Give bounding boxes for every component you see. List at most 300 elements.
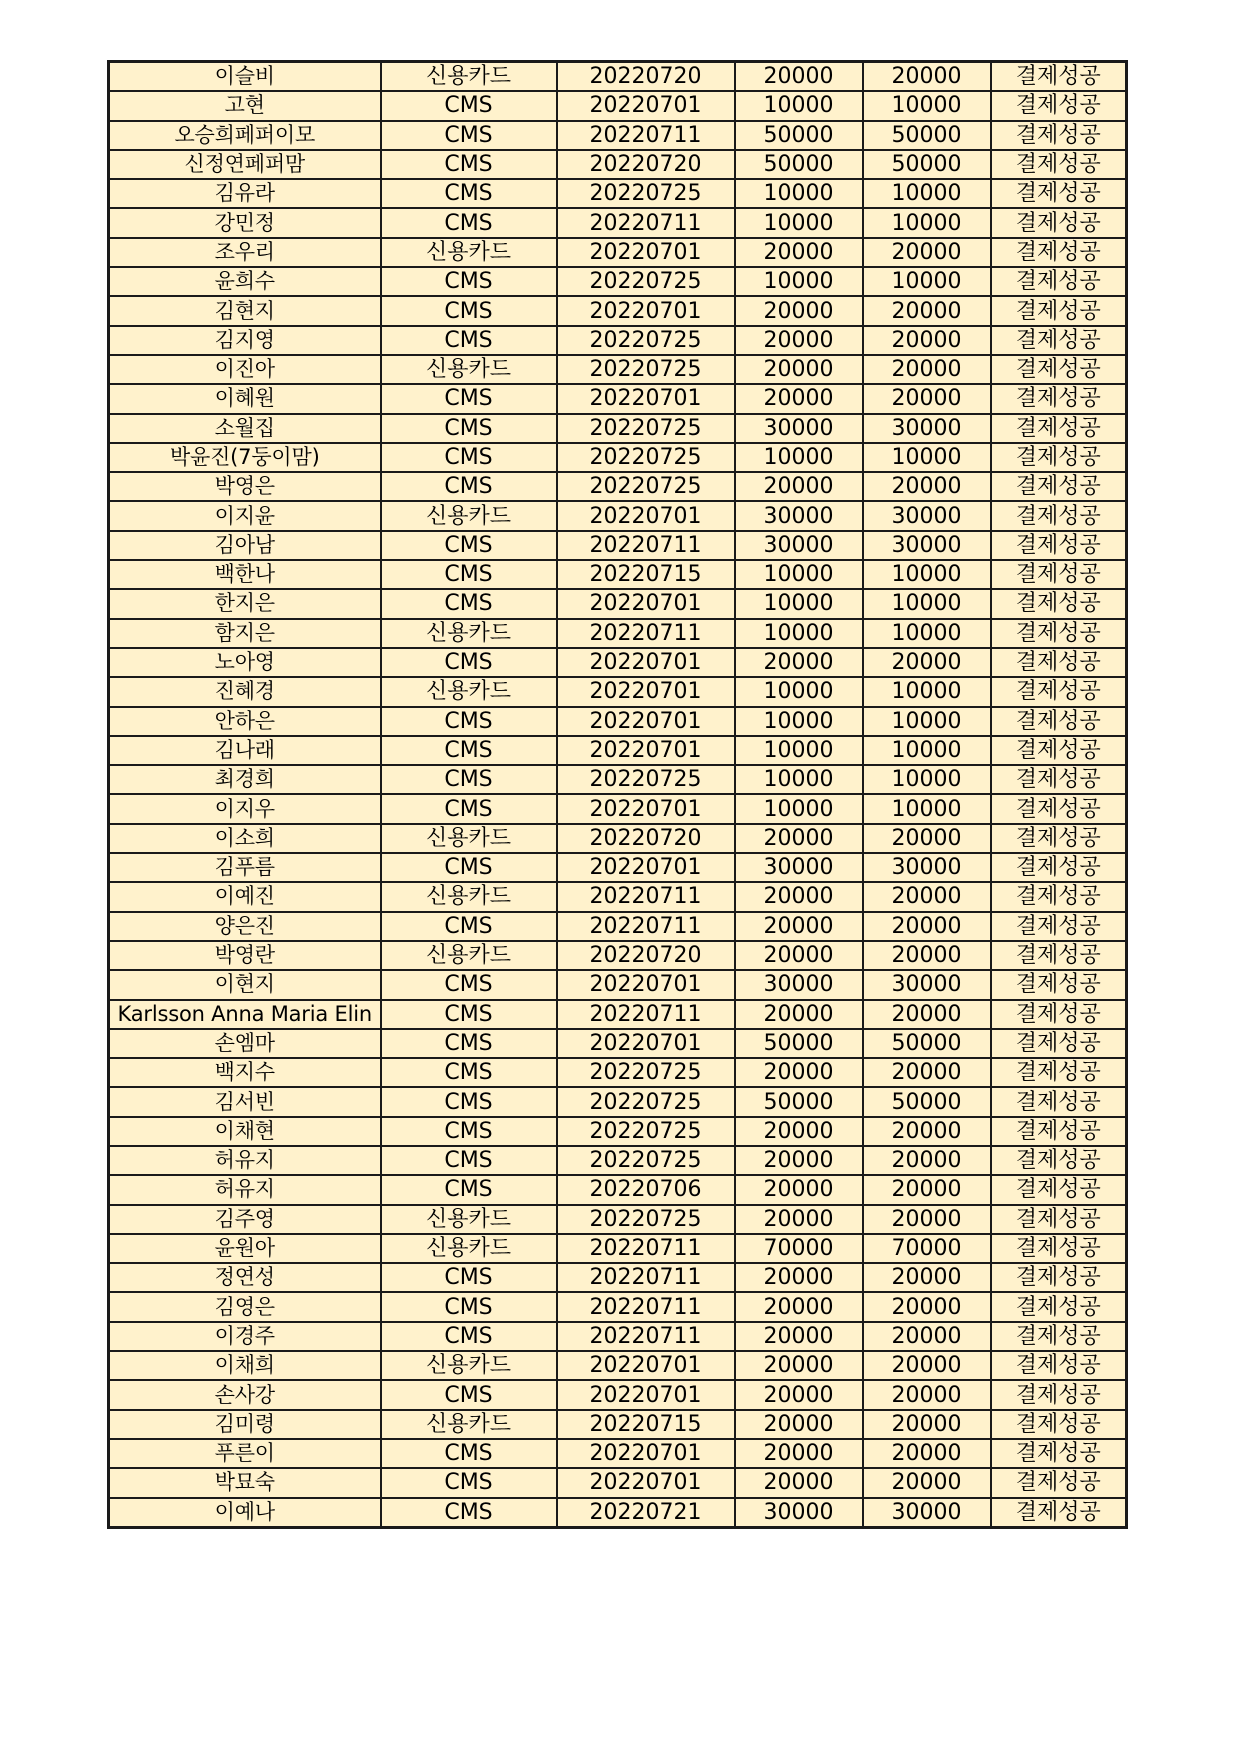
- payment-date-cell: 20220715: [557, 1410, 735, 1439]
- donor-name-cell: 허유지: [109, 1175, 381, 1204]
- paid-amount-cell: 50000: [863, 150, 991, 179]
- payment-status-cell: 결제성공: [991, 443, 1127, 472]
- donation-table-body: [109, 62, 1127, 1528]
- payment-method-cell: 신용카드: [381, 677, 557, 706]
- amount-cell: 10000: [735, 267, 863, 296]
- table-row: [109, 882, 1127, 911]
- table-row: [109, 1439, 1127, 1468]
- paid-amount-cell: 10000: [863, 179, 991, 208]
- amount-cell: 50000: [735, 1087, 863, 1116]
- payment-status-cell: 결제성공: [991, 619, 1127, 648]
- payment-date-cell: 20220725: [557, 326, 735, 355]
- payment-date-cell: 20220711: [557, 121, 735, 150]
- amount-cell: 20000: [735, 1292, 863, 1321]
- amount-cell: 20000: [735, 472, 863, 501]
- payment-method-cell: CMS: [381, 1146, 557, 1175]
- payment-date-cell: 20220725: [557, 414, 735, 443]
- paid-amount-cell: 30000: [863, 414, 991, 443]
- payment-method-cell: CMS: [381, 91, 557, 120]
- payment-date-cell: 20220701: [557, 853, 735, 882]
- payment-status-cell: 결제성공: [991, 501, 1127, 530]
- payment-status-cell: 결제성공: [991, 355, 1127, 384]
- payment-status-cell: 결제성공: [991, 1175, 1127, 1204]
- amount-cell: 10000: [735, 589, 863, 618]
- table-row: [109, 1292, 1127, 1321]
- table-row: [109, 765, 1127, 794]
- donor-name-cell: 이예진: [109, 882, 381, 911]
- amount-cell: 20000: [735, 1439, 863, 1468]
- payment-date-cell: 20220701: [557, 707, 735, 736]
- payment-method-cell: CMS: [381, 384, 557, 413]
- payment-method-cell: CMS: [381, 707, 557, 736]
- payment-date-cell: 20220720: [557, 824, 735, 853]
- table-row: [109, 1000, 1127, 1029]
- table-row: [109, 589, 1127, 618]
- amount-cell: 20000: [735, 941, 863, 970]
- payment-method-cell: CMS: [381, 150, 557, 179]
- payment-date-cell: 20220720: [557, 941, 735, 970]
- amount-cell: 20000: [735, 1263, 863, 1292]
- table-row: [109, 531, 1127, 560]
- amount-cell: 10000: [735, 208, 863, 237]
- payment-method-cell: CMS: [381, 326, 557, 355]
- table-row: [109, 1087, 1127, 1116]
- donor-name-cell: 이현지: [109, 970, 381, 999]
- table-row: [109, 1380, 1127, 1409]
- donor-name-cell: 김주영: [109, 1205, 381, 1234]
- payment-date-cell: 20220711: [557, 1000, 735, 1029]
- amount-cell: 10000: [735, 707, 863, 736]
- payment-date-cell: 20220701: [557, 1029, 735, 1058]
- donor-name-cell: 박묘숙: [109, 1468, 381, 1497]
- table-row: [109, 414, 1127, 443]
- donor-name-cell: 김푸름: [109, 853, 381, 882]
- payment-status-cell: 결제성공: [991, 648, 1127, 677]
- payment-date-cell: 20220711: [557, 1263, 735, 1292]
- payment-date-cell: 20220725: [557, 472, 735, 501]
- paid-amount-cell: 50000: [863, 121, 991, 150]
- payment-method-cell: CMS: [381, 1117, 557, 1146]
- payment-method-cell: CMS: [381, 121, 557, 150]
- payment-date-cell: 20220721: [557, 1498, 735, 1528]
- paid-amount-cell: 20000: [863, 355, 991, 384]
- donor-name-cell: 백한나: [109, 560, 381, 589]
- table-row: [109, 1175, 1127, 1204]
- payment-method-cell: CMS: [381, 560, 557, 589]
- amount-cell: 10000: [735, 765, 863, 794]
- donor-name-cell: 손사강: [109, 1380, 381, 1409]
- table-row: [109, 970, 1127, 999]
- payment-method-cell: CMS: [381, 1498, 557, 1528]
- table-row: [109, 736, 1127, 765]
- payment-date-cell: 20220701: [557, 238, 735, 267]
- donor-name-cell: 김아남: [109, 531, 381, 560]
- payment-date-cell: 20220725: [557, 1205, 735, 1234]
- payment-date-cell: 20220711: [557, 912, 735, 941]
- payment-method-cell: 신용카드: [381, 824, 557, 853]
- donor-name-cell: 백지수: [109, 1058, 381, 1087]
- payment-method-cell: 신용카드: [381, 1351, 557, 1380]
- table-row: [109, 648, 1127, 677]
- table-row: [109, 267, 1127, 296]
- amount-cell: 20000: [735, 912, 863, 941]
- amount-cell: 10000: [735, 794, 863, 823]
- payment-date-cell: 20220720: [557, 150, 735, 179]
- payment-status-cell: 결제성공: [991, 179, 1127, 208]
- amount-cell: 20000: [735, 326, 863, 355]
- payment-status-cell: 결제성공: [991, 941, 1127, 970]
- amount-cell: 20000: [735, 1380, 863, 1409]
- donor-name-cell: 진혜경: [109, 677, 381, 706]
- payment-status-cell: 결제성공: [991, 1234, 1127, 1263]
- payment-date-cell: 20220711: [557, 619, 735, 648]
- amount-cell: 30000: [735, 853, 863, 882]
- donor-name-cell: 신정연페퍼맘: [109, 150, 381, 179]
- donor-name-cell: 이혜원: [109, 384, 381, 413]
- table-row: [109, 1058, 1127, 1087]
- paid-amount-cell: 20000: [863, 1175, 991, 1204]
- payment-method-cell: 신용카드: [381, 501, 557, 530]
- paid-amount-cell: 20000: [863, 1439, 991, 1468]
- amount-cell: 10000: [735, 677, 863, 706]
- payment-status-cell: 결제성공: [991, 824, 1127, 853]
- payment-method-cell: CMS: [381, 589, 557, 618]
- payment-status-cell: 결제성공: [991, 1263, 1127, 1292]
- table-row: [109, 560, 1127, 589]
- payment-method-cell: CMS: [381, 736, 557, 765]
- donor-name-cell: 이소희: [109, 824, 381, 853]
- payment-method-cell: CMS: [381, 1380, 557, 1409]
- payment-date-cell: 20220725: [557, 355, 735, 384]
- donor-name-cell: Karlsson Anna Maria Elin: [109, 1000, 381, 1029]
- payment-method-cell: 신용카드: [381, 1410, 557, 1439]
- donation-table: [107, 60, 1128, 1529]
- amount-cell: 20000: [735, 1322, 863, 1351]
- amount-cell: 20000: [735, 296, 863, 325]
- payment-method-cell: CMS: [381, 472, 557, 501]
- table-row: [109, 941, 1127, 970]
- payment-date-cell: 20220725: [557, 765, 735, 794]
- table-row: [109, 296, 1127, 325]
- payment-method-cell: CMS: [381, 765, 557, 794]
- paid-amount-cell: 70000: [863, 1234, 991, 1263]
- payment-status-cell: 결제성공: [991, 1468, 1127, 1497]
- donor-name-cell: 김나래: [109, 736, 381, 765]
- payment-method-cell: CMS: [381, 296, 557, 325]
- paid-amount-cell: 20000: [863, 1263, 991, 1292]
- payment-method-cell: CMS: [381, 1029, 557, 1058]
- payment-status-cell: 결제성공: [991, 1146, 1127, 1175]
- payment-status-cell: 결제성공: [991, 853, 1127, 882]
- table-row: [109, 1205, 1127, 1234]
- payment-date-cell: 20220711: [557, 531, 735, 560]
- payment-method-cell: 신용카드: [381, 941, 557, 970]
- payment-status-cell: 결제성공: [991, 794, 1127, 823]
- amount-cell: 10000: [735, 619, 863, 648]
- amount-cell: 20000: [735, 1146, 863, 1175]
- paid-amount-cell: 30000: [863, 501, 991, 530]
- donor-name-cell: 이슬비: [109, 62, 381, 92]
- payment-date-cell: 20220725: [557, 1058, 735, 1087]
- payment-status-cell: 결제성공: [991, 121, 1127, 150]
- payment-status-cell: 결제성공: [991, 912, 1127, 941]
- donor-name-cell: 소월집: [109, 414, 381, 443]
- payment-date-cell: 20220725: [557, 179, 735, 208]
- payment-status-cell: 결제성공: [991, 531, 1127, 560]
- donor-name-cell: 윤원아: [109, 1234, 381, 1263]
- payment-date-cell: 20220701: [557, 677, 735, 706]
- table-row: [109, 1263, 1127, 1292]
- payment-status-cell: 결제성공: [991, 589, 1127, 618]
- table-row: [109, 443, 1127, 472]
- payment-method-cell: CMS: [381, 208, 557, 237]
- payment-date-cell: 20220701: [557, 970, 735, 999]
- paid-amount-cell: 10000: [863, 443, 991, 472]
- amount-cell: 20000: [735, 62, 863, 92]
- donor-name-cell: 이예나: [109, 1498, 381, 1528]
- amount-cell: 30000: [735, 1498, 863, 1528]
- donor-name-cell: 정연성: [109, 1263, 381, 1292]
- table-row: [109, 912, 1127, 941]
- payment-date-cell: 20220725: [557, 443, 735, 472]
- donor-name-cell: 한지은: [109, 589, 381, 618]
- table-row: [109, 62, 1127, 92]
- payment-status-cell: 결제성공: [991, 1439, 1127, 1468]
- payment-status-cell: 결제성공: [991, 1410, 1127, 1439]
- paid-amount-cell: 20000: [863, 1146, 991, 1175]
- payment-status-cell: 결제성공: [991, 326, 1127, 355]
- table-row: [109, 824, 1127, 853]
- amount-cell: 20000: [735, 882, 863, 911]
- table-row: [109, 1410, 1127, 1439]
- payment-status-cell: 결제성공: [991, 150, 1127, 179]
- donor-name-cell: 김지영: [109, 326, 381, 355]
- payment-date-cell: 20220711: [557, 1234, 735, 1263]
- payment-status-cell: 결제성공: [991, 882, 1127, 911]
- payment-date-cell: 20220701: [557, 1468, 735, 1497]
- donor-name-cell: 박윤진(7둥이맘): [109, 443, 381, 472]
- paid-amount-cell: 20000: [863, 384, 991, 413]
- paid-amount-cell: 20000: [863, 238, 991, 267]
- donor-name-cell: 이지윤: [109, 501, 381, 530]
- payment-status-cell: 결제성공: [991, 62, 1127, 92]
- table-row: [109, 1117, 1127, 1146]
- payment-status-cell: 결제성공: [991, 970, 1127, 999]
- table-row: [109, 179, 1127, 208]
- table-row: [109, 91, 1127, 120]
- payment-status-cell: 결제성공: [991, 1117, 1127, 1146]
- donor-name-cell: 고현: [109, 91, 381, 120]
- payment-date-cell: 20220725: [557, 267, 735, 296]
- amount-cell: 20000: [735, 1117, 863, 1146]
- table-row: [109, 619, 1127, 648]
- payment-status-cell: 결제성공: [991, 472, 1127, 501]
- amount-cell: 10000: [735, 736, 863, 765]
- paid-amount-cell: 20000: [863, 912, 991, 941]
- table-row: [109, 707, 1127, 736]
- payment-date-cell: 20220701: [557, 1439, 735, 1468]
- paid-amount-cell: 20000: [863, 941, 991, 970]
- table-row: [109, 355, 1127, 384]
- table-row: [109, 238, 1127, 267]
- donor-name-cell: 손엠마: [109, 1029, 381, 1058]
- payment-date-cell: 20220701: [557, 296, 735, 325]
- payment-status-cell: 결제성공: [991, 296, 1127, 325]
- table-row: [109, 1468, 1127, 1497]
- amount-cell: 30000: [735, 970, 863, 999]
- amount-cell: 20000: [735, 1175, 863, 1204]
- payment-date-cell: 20220720: [557, 62, 735, 92]
- payment-method-cell: CMS: [381, 853, 557, 882]
- paid-amount-cell: 30000: [863, 853, 991, 882]
- paid-amount-cell: 10000: [863, 707, 991, 736]
- payment-method-cell: CMS: [381, 1439, 557, 1468]
- donor-name-cell: 이채희: [109, 1351, 381, 1380]
- payment-method-cell: CMS: [381, 1468, 557, 1497]
- paid-amount-cell: 20000: [863, 1205, 991, 1234]
- payment-status-cell: 결제성공: [991, 1351, 1127, 1380]
- payment-date-cell: 20220725: [557, 1087, 735, 1116]
- table-row: [109, 1351, 1127, 1380]
- amount-cell: 30000: [735, 531, 863, 560]
- payment-method-cell: CMS: [381, 267, 557, 296]
- paid-amount-cell: 10000: [863, 91, 991, 120]
- amount-cell: 20000: [735, 1205, 863, 1234]
- payment-method-cell: CMS: [381, 531, 557, 560]
- amount-cell: 20000: [735, 384, 863, 413]
- payment-method-cell: 신용카드: [381, 1205, 557, 1234]
- donor-name-cell: 김유라: [109, 179, 381, 208]
- payment-date-cell: 20220711: [557, 1322, 735, 1351]
- paid-amount-cell: 30000: [863, 531, 991, 560]
- payment-date-cell: 20220701: [557, 794, 735, 823]
- payment-date-cell: 20220701: [557, 1351, 735, 1380]
- paid-amount-cell: 30000: [863, 1498, 991, 1528]
- payment-date-cell: 20220701: [557, 384, 735, 413]
- donor-name-cell: 김미령: [109, 1410, 381, 1439]
- donor-name-cell: 박영은: [109, 472, 381, 501]
- payment-method-cell: CMS: [381, 912, 557, 941]
- amount-cell: 20000: [735, 1351, 863, 1380]
- payment-status-cell: 결제성공: [991, 560, 1127, 589]
- payment-status-cell: 결제성공: [991, 1380, 1127, 1409]
- donor-name-cell: 이채현: [109, 1117, 381, 1146]
- table-row: [109, 121, 1127, 150]
- paid-amount-cell: 20000: [863, 1117, 991, 1146]
- paid-amount-cell: 10000: [863, 794, 991, 823]
- donor-name-cell: 함지은: [109, 619, 381, 648]
- payment-date-cell: 20220725: [557, 1146, 735, 1175]
- payment-status-cell: 결제성공: [991, 208, 1127, 237]
- donor-name-cell: 강민정: [109, 208, 381, 237]
- table-row: [109, 150, 1127, 179]
- donor-name-cell: 이진아: [109, 355, 381, 384]
- donor-name-cell: 오승희페퍼이모: [109, 121, 381, 150]
- payment-status-cell: 결제성공: [991, 765, 1127, 794]
- amount-cell: 20000: [735, 648, 863, 677]
- payment-method-cell: 신용카드: [381, 62, 557, 92]
- paid-amount-cell: 20000: [863, 824, 991, 853]
- amount-cell: 20000: [735, 1000, 863, 1029]
- paid-amount-cell: 20000: [863, 1468, 991, 1497]
- amount-cell: 20000: [735, 355, 863, 384]
- amount-cell: 50000: [735, 150, 863, 179]
- table-row: [109, 794, 1127, 823]
- payment-method-cell: 신용카드: [381, 619, 557, 648]
- amount-cell: 20000: [735, 824, 863, 853]
- donor-name-cell: 푸른이: [109, 1439, 381, 1468]
- donor-name-cell: 최경희: [109, 765, 381, 794]
- amount-cell: 10000: [735, 443, 863, 472]
- amount-cell: 70000: [735, 1234, 863, 1263]
- donor-name-cell: 박영란: [109, 941, 381, 970]
- paid-amount-cell: 20000: [863, 326, 991, 355]
- payment-method-cell: CMS: [381, 794, 557, 823]
- amount-cell: 10000: [735, 560, 863, 589]
- table-row: [109, 1146, 1127, 1175]
- payment-method-cell: CMS: [381, 1087, 557, 1116]
- payment-method-cell: 신용카드: [381, 238, 557, 267]
- payment-status-cell: 결제성공: [991, 1322, 1127, 1351]
- paid-amount-cell: 10000: [863, 208, 991, 237]
- amount-cell: 10000: [735, 179, 863, 208]
- paid-amount-cell: 10000: [863, 736, 991, 765]
- amount-cell: 20000: [735, 1468, 863, 1497]
- payment-date-cell: 20220711: [557, 208, 735, 237]
- paid-amount-cell: 50000: [863, 1029, 991, 1058]
- donor-name-cell: 노아영: [109, 648, 381, 677]
- table-row: [109, 208, 1127, 237]
- payment-status-cell: 결제성공: [991, 238, 1127, 267]
- table-row: [109, 501, 1127, 530]
- paid-amount-cell: 20000: [863, 1058, 991, 1087]
- paid-amount-cell: 20000: [863, 1000, 991, 1029]
- amount-cell: 50000: [735, 121, 863, 150]
- donor-name-cell: 이지우: [109, 794, 381, 823]
- amount-cell: 50000: [735, 1029, 863, 1058]
- payment-method-cell: CMS: [381, 179, 557, 208]
- payment-date-cell: 20220701: [557, 91, 735, 120]
- payment-date-cell: 20220701: [557, 501, 735, 530]
- table-row: [109, 472, 1127, 501]
- payment-date-cell: 20220711: [557, 882, 735, 911]
- payment-date-cell: 20220701: [557, 736, 735, 765]
- payment-status-cell: 결제성공: [991, 1029, 1127, 1058]
- payment-method-cell: CMS: [381, 1000, 557, 1029]
- payment-status-cell: 결제성공: [991, 707, 1127, 736]
- paid-amount-cell: 20000: [863, 296, 991, 325]
- paid-amount-cell: 20000: [863, 62, 991, 92]
- paid-amount-cell: 10000: [863, 765, 991, 794]
- payment-method-cell: CMS: [381, 970, 557, 999]
- paid-amount-cell: 10000: [863, 677, 991, 706]
- table-row: [109, 1322, 1127, 1351]
- paid-amount-cell: 20000: [863, 472, 991, 501]
- paid-amount-cell: 20000: [863, 1410, 991, 1439]
- donor-name-cell: 안하은: [109, 707, 381, 736]
- table-row: [109, 1029, 1127, 1058]
- payment-method-cell: CMS: [381, 414, 557, 443]
- payment-method-cell: CMS: [381, 1292, 557, 1321]
- table-row: [109, 1234, 1127, 1263]
- paid-amount-cell: 10000: [863, 267, 991, 296]
- payment-method-cell: 신용카드: [381, 355, 557, 384]
- payment-status-cell: 결제성공: [991, 1058, 1127, 1087]
- payment-status-cell: 결제성공: [991, 1205, 1127, 1234]
- donor-name-cell: 윤희수: [109, 267, 381, 296]
- payment-status-cell: 결제성공: [991, 414, 1127, 443]
- paid-amount-cell: 20000: [863, 648, 991, 677]
